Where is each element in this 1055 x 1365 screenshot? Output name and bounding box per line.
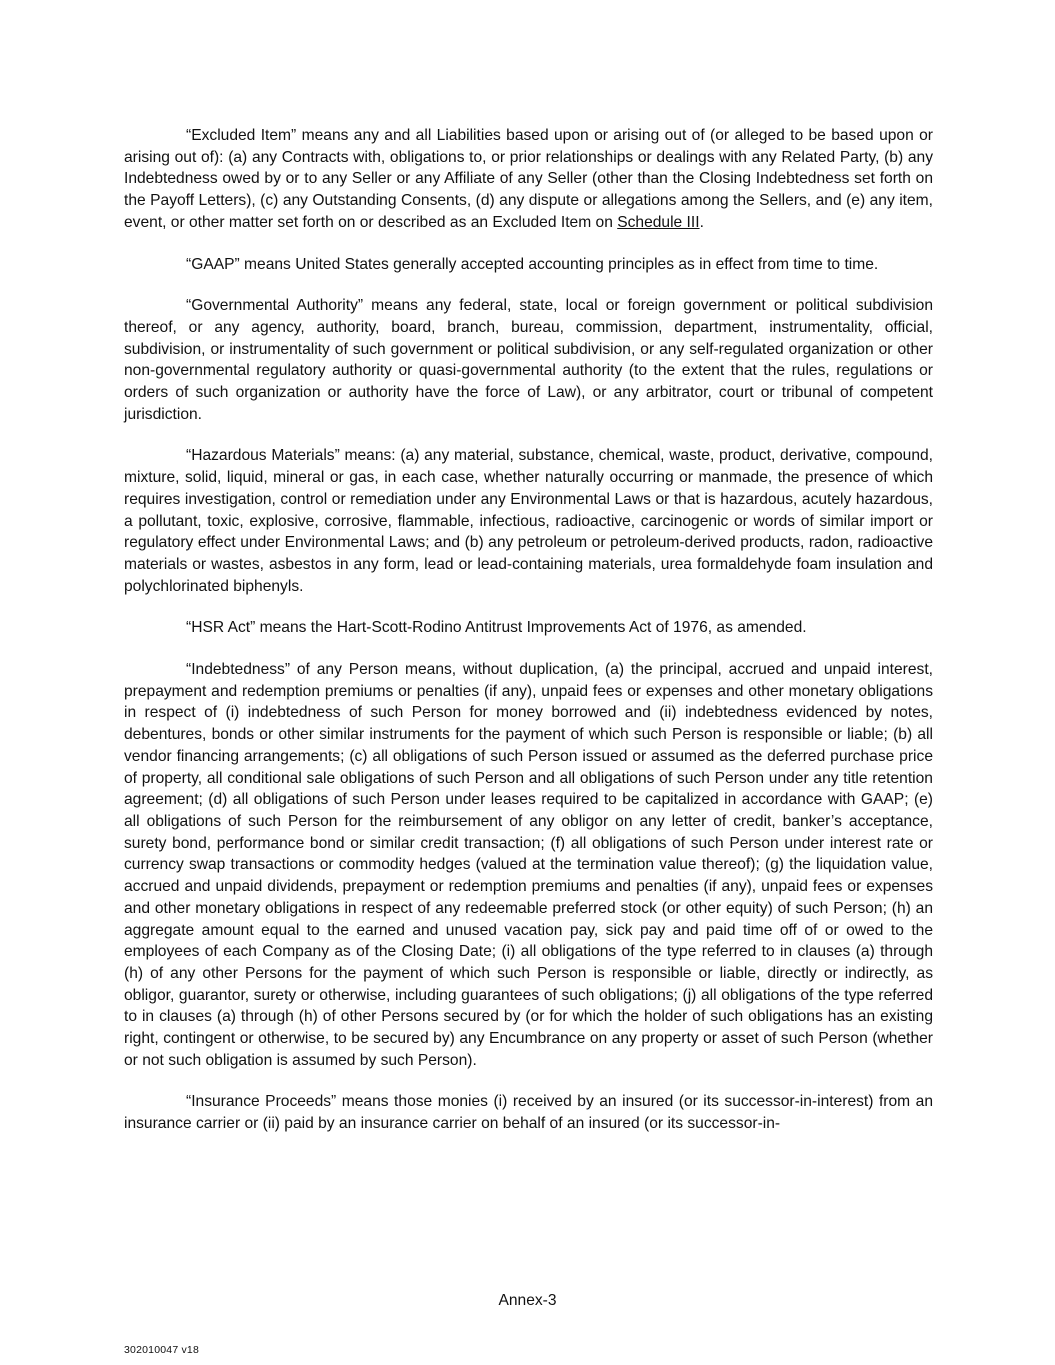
definition-hsr-act — [124, 617, 933, 639]
definition-insurance-proceeds — [124, 1091, 933, 1134]
term-excluded-item: “Excluded Item” — [186, 127, 297, 144]
definition-governmental-authority — [124, 295, 933, 425]
definition-text: means the Hart-Scott-Rodino Antitrust Improvements Act of 1976, as amended. — [255, 619, 807, 637]
term-gaap: “GAAP” — [186, 255, 240, 273]
term-hazardous-materials: “Hazardous Materials” — [186, 447, 340, 465]
document-id: 302010047 v18 — [124, 1344, 200, 1356]
definition-text: means: (a) any material, substance, chemical, waste, product, derivative, compound, mixture, solid, liquid, mineral or gas, in each case, whether naturally occurring or manmade, the presence of which requires investigation, control or remediation under any Environmental Laws or that is hazardous, acutely hazardous, a pollutant, toxic, explosive, corrosive, flammable, infectious, radioactive, carcinogenic or words of similar import or regulatory effect under Environmental Laws; and (b) any petroleum or petroleum-derived products, radon, radioactive materials or wastes, asbestos in any form, lead or lead-containing materials, urea formaldehyde foam insulation and polychlorinated biphenyls. — [124, 447, 934, 595]
term-indebtedness: “Indebtedness” — [186, 661, 291, 679]
definition-text: means any federal, state, local or foreign government or political subdivision thereof, or any agency, authority, board, branch, bureau, commission, department, instrumentality, official, subdivision, or instrumentality of such government or political subdivision, or any self-regulated organization or other non-governmental regulatory authority or quasi-governmental authority (to the extent that the rules, regulations or orders of such organization or authority have the force of Law), or any arbitrator, court or tribunal of competent jurisdiction. — [124, 297, 934, 423]
definition-text: of any Person means, without duplication, (a) the principal, accrued and unpaid interest, prepayment and redemption premiums or penalties (if any), unpaid fees or expenses and other monetary obligations in respect of (i) indebtedness of such Person for money borrowed and (ii) indebtedness evidenced by notes, debentures, bonds or other similar instruments for the payment of which such Person is responsible or liable; (b) all vendor financing arrangements; (c) all obligations of such Person issued or assumed as the deferred purchase price of property, all conditional sale obligations of such Person and all obligations of such Person under any title retention agreement; (d) all obligations of such Person under leases required to be capitalized in accordance with GAAP; (e) all obligations of such Person for the reimbursement of any obligor on any letter of credit, banker’s acceptance, surety bond, performance bond or similar credit transaction; (f) all obligations of such Person under interest rate or currency swap transactions or commodity hedges (valued at the termination value thereof); (g) the liquidation value, accrued and unpaid dividends, prepayment or redemption premiums and penalties (if any), unpaid fees or expenses and other monetary obligations in respect of any redeemable preferred stock (or other equity) of such Person; (h) an aggregate amount equal to the earned and unused vacation pay, sick pay and paid time off of or owed to the employees of each Company as of the Closing Date; (i) all obligations of the type referred to in clauses (a) through (h) of any other Persons for the payment of which such Person is responsible or liable, directly or indirectly, as obligor, guarantor, surety or otherwise, including guarantees of such obligations; (j) all obligations of the type referred to in clauses (a) through (h) of other Persons secured by (or for which the holder of such obligations has an existing right, contingent or otherwise, to be secured by) any Encumbrance on any property or asset of such Person (whether or not such obligation is assumed by such Person). — [124, 661, 933, 1069]
schedule-iii-link[interactable]: Schedule III — [617, 213, 700, 231]
definition-indebtedness — [124, 659, 933, 1071]
definition-hazardous-materials — [124, 445, 933, 597]
definition-excluded-item — [124, 125, 933, 234]
document-body — [124, 125, 933, 1155]
definition-text: means those monies (i) received by an insured (or its successor-in-interest) from an insurance carrier or (ii) paid by an insurance carrier on behalf of an insured (or its successor-in- — [124, 1093, 933, 1133]
definition-text-end: . — [699, 213, 704, 231]
term-insurance-proceeds: “Insurance Proceeds” — [186, 1093, 337, 1111]
term-hsr-act: “HSR Act” — [186, 619, 256, 637]
definition-text: means any and all Liabilities based upon or arising out of (or alleged to be based upon or arising out of): (a) any Contracts with, obligations to, or prior relationships or dealings with any Related Party, (b) any Indebtedness owed by or to any Seller or any Affiliate of any Seller (other than the Closing Indebtedness set forth on the Payoff Letters), (c) any Outstanding Consents, (d) any dispute or allegations among the Sellers, and (e) any item, event, or other matter set forth on or described as an Excluded Item on — [124, 127, 933, 231]
definition-gaap — [124, 254, 933, 276]
term-governmental-authority: “Governmental Authority” — [186, 297, 364, 315]
page-number: Annex-3 — [498, 1292, 557, 1309]
definition-text: means United States generally accepted accounting principles as in effect from time to time. — [239, 255, 879, 273]
